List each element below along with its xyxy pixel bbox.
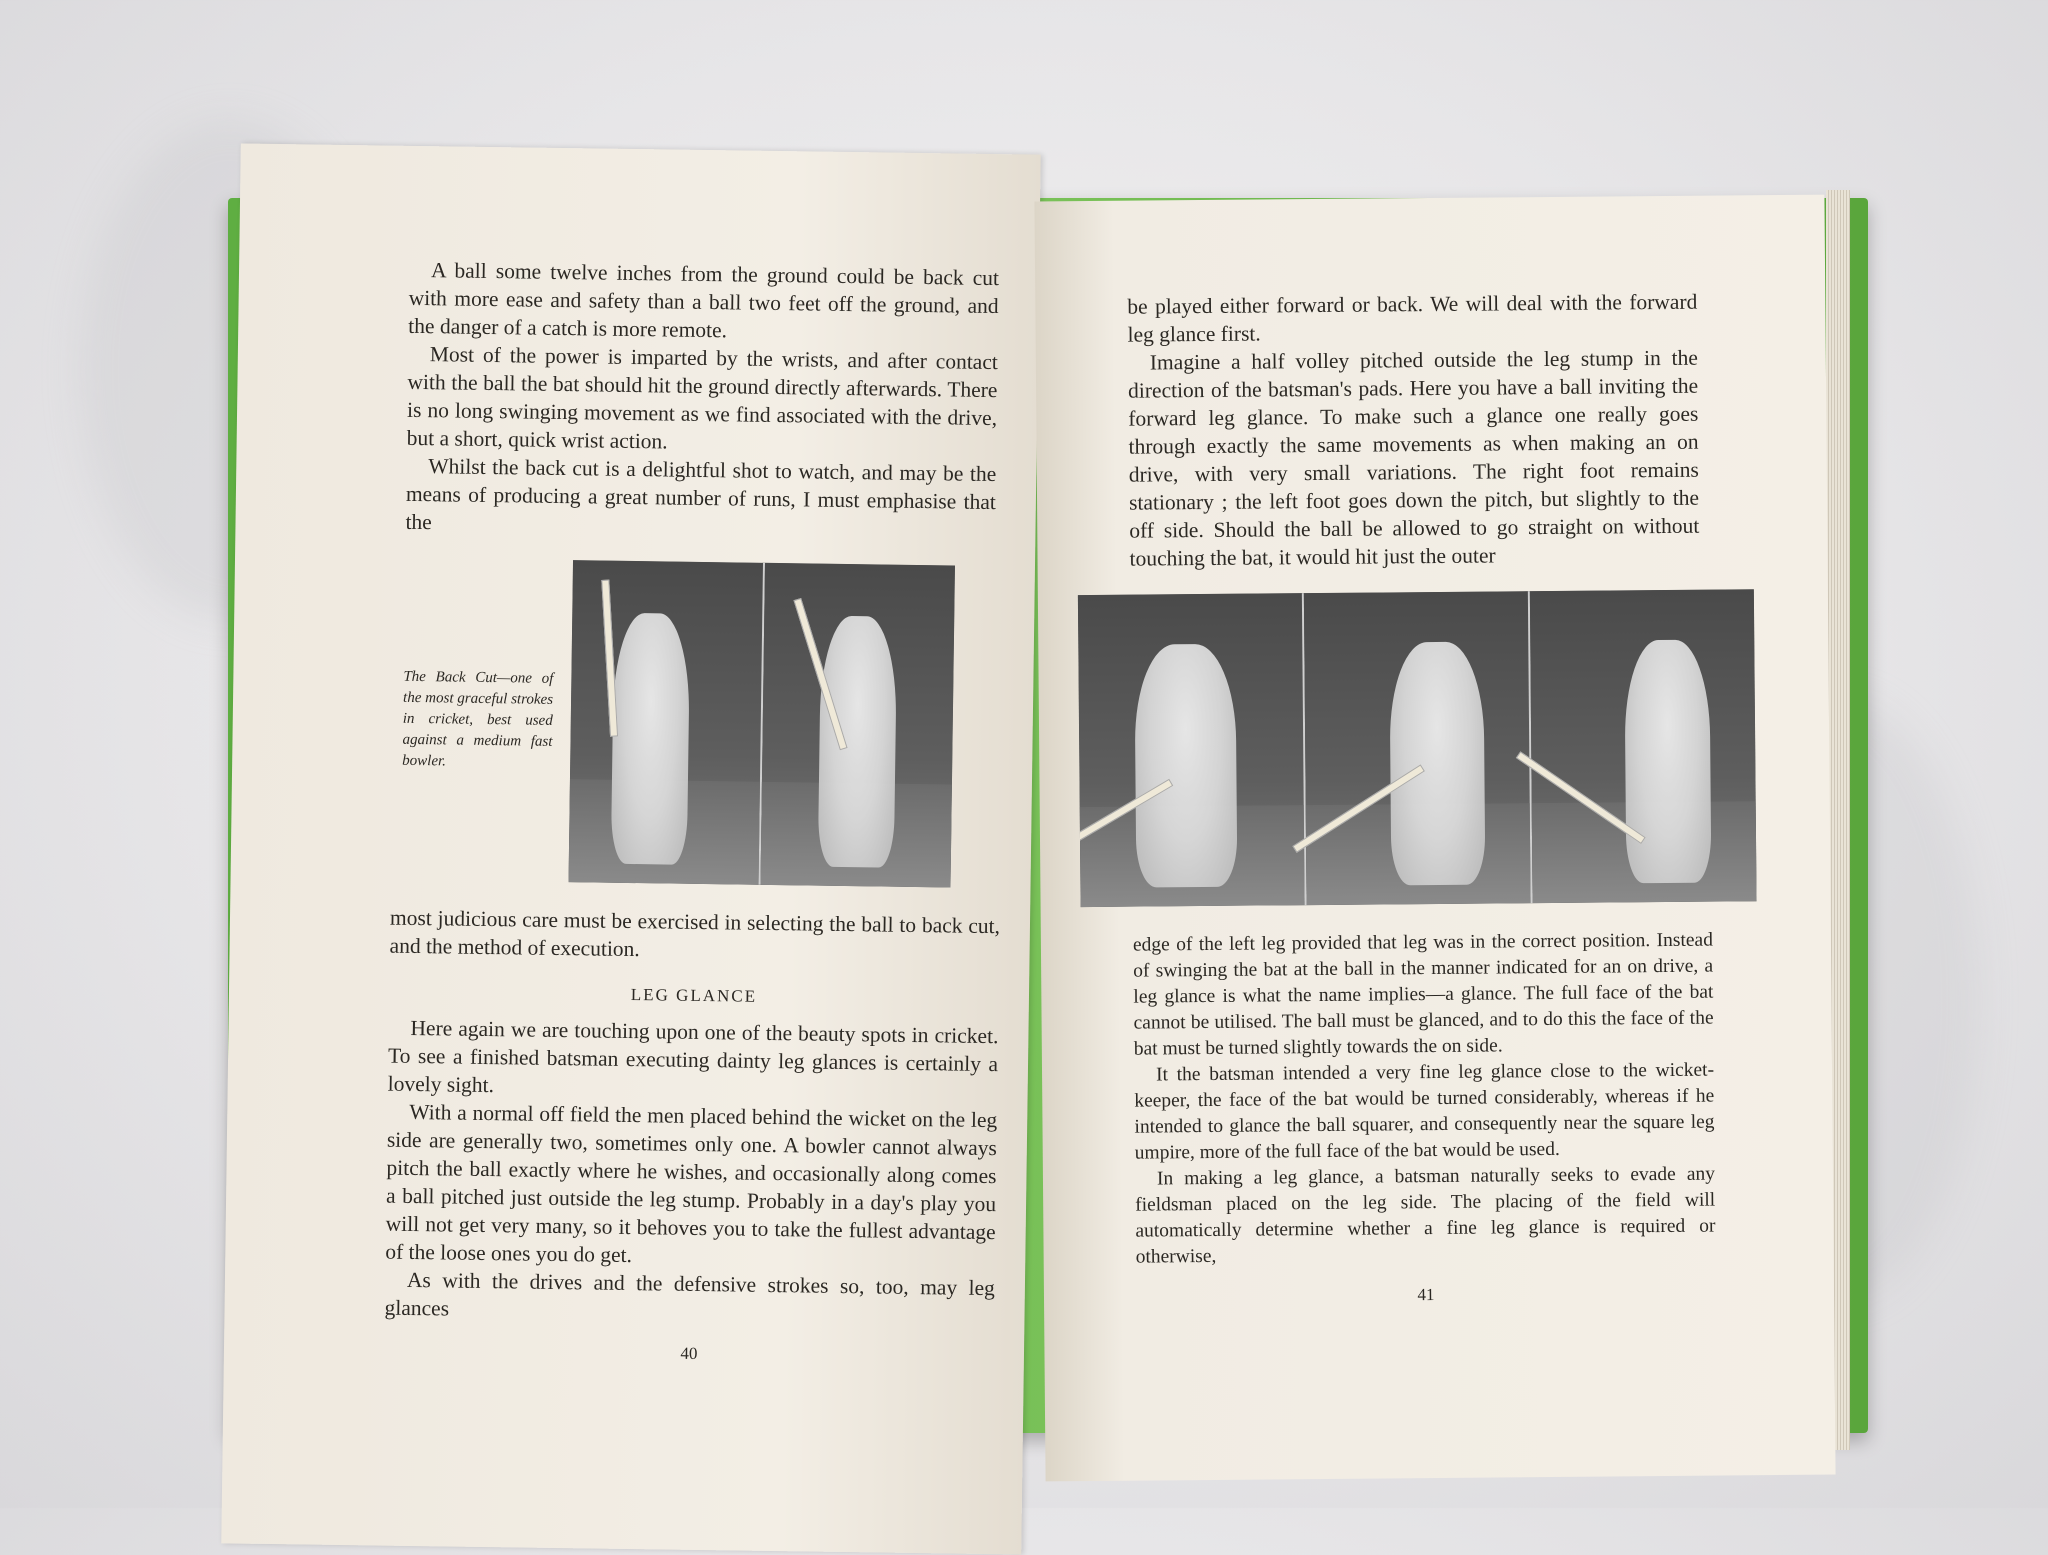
photo-panel (1304, 591, 1533, 905)
right-paragraph: be played either forward or back. We will deal with the forward leg glance first. (1127, 289, 1698, 347)
page-number: 40 (680, 1343, 698, 1363)
photo-panel (569, 560, 765, 885)
right-paragraph: edge of the left leg provided that leg was in the correct position. Instead of swinging the bat at the ball in the manner indicated for an on drive, a leg glance is what the name implies—a glance. The full face of the bat cannot be utilised. The ball must be glanced, and to do this the face of the bat must be turned slightly towards the on side. (1132, 929, 1714, 1060)
left-page (221, 143, 1040, 1554)
photo-panel (1078, 593, 1307, 907)
figure-caption: The Back Cut—one of the most graceful strokes in cricket, best used against a medium fast bowler. (402, 668, 554, 769)
left-paragraph: With a normal off field the men placed behind the wicket on the leg side are generally two, sometimes only one. A bowler cannot always pitch the ball exactly where he wishes, and occasionally along comes a ball pitched just outside the leg stump. Probably in a day's play you will not get very many, so it behoves you to take the fullest advantage of the loose ones you do get. (385, 1099, 998, 1268)
photo-panel (1530, 589, 1757, 903)
left-paragraph: A ball some twelve inches from the ground could be back cut with more ease and safety than a ball two feet off the ground, and the danger of a catch is more remote. (408, 258, 1000, 343)
right-paragraph: In making a leg glance, a batsman naturally seeks to evade any fieldsman placed on the leg side. The placing of the field will automatically determine whether a fine leg glance is required or otherwise, (1135, 1163, 1716, 1268)
back-cut-figure (401, 558, 987, 888)
page-number: 41 (1417, 1285, 1435, 1305)
left-paragraph: Here again we are touching upon one of the beauty spots in cricket. To see a finished batsman executing dainty leg glances is certainly a lovely sight. (387, 1015, 999, 1098)
right-page (1034, 195, 1835, 1482)
photo-panel (761, 563, 955, 888)
left-paragraph: most judicious care must be exercised in selecting the ball to back cut, and the method of execution. (389, 905, 1001, 962)
right-paragraph: Imagine a half volley pitched outside the leg stump in the direction of the batsman's pads. Here you have a ball inviting the forward leg glance. To make such a glance one really goes through exactly the same movements as when making an on drive, with very small variations. The right foot remains stationary ; the left foot goes down the pitch, but slightly to the off side. Should the ball be allowed to go straight on without touching the bat, it would hit just the outer (1127, 345, 1700, 571)
back-cut-photo (569, 560, 955, 887)
left-paragraph: As with the drives and the defensive strokes so, too, may leg glances (384, 1267, 996, 1321)
left-paragraph: Whilst the back cut is a delightful shot to watch, and may be the means of producing a great number of runs, I must emphasise that the (405, 454, 997, 535)
open-book (228, 150, 1868, 1530)
right-paragraph: It the batsman intended a very fine leg glance close to the wicket-keeper, the face of the bat would be turned considerably, whereas if he intended to glance the ball squarer, and consequently near the square leg umpire, more of the full face of the bat would be used. (1134, 1059, 1715, 1164)
leg-glance-photo (1078, 589, 1757, 907)
section-heading: LEG GLANCE (630, 985, 758, 1006)
left-paragraph: Most of the power is imparted by the wrists, and after contact with the ball the bat should hit the ground directly afterwards. There is no long swinging movement as we find associated with the drive, but a short, quick wrist action. (406, 342, 999, 454)
